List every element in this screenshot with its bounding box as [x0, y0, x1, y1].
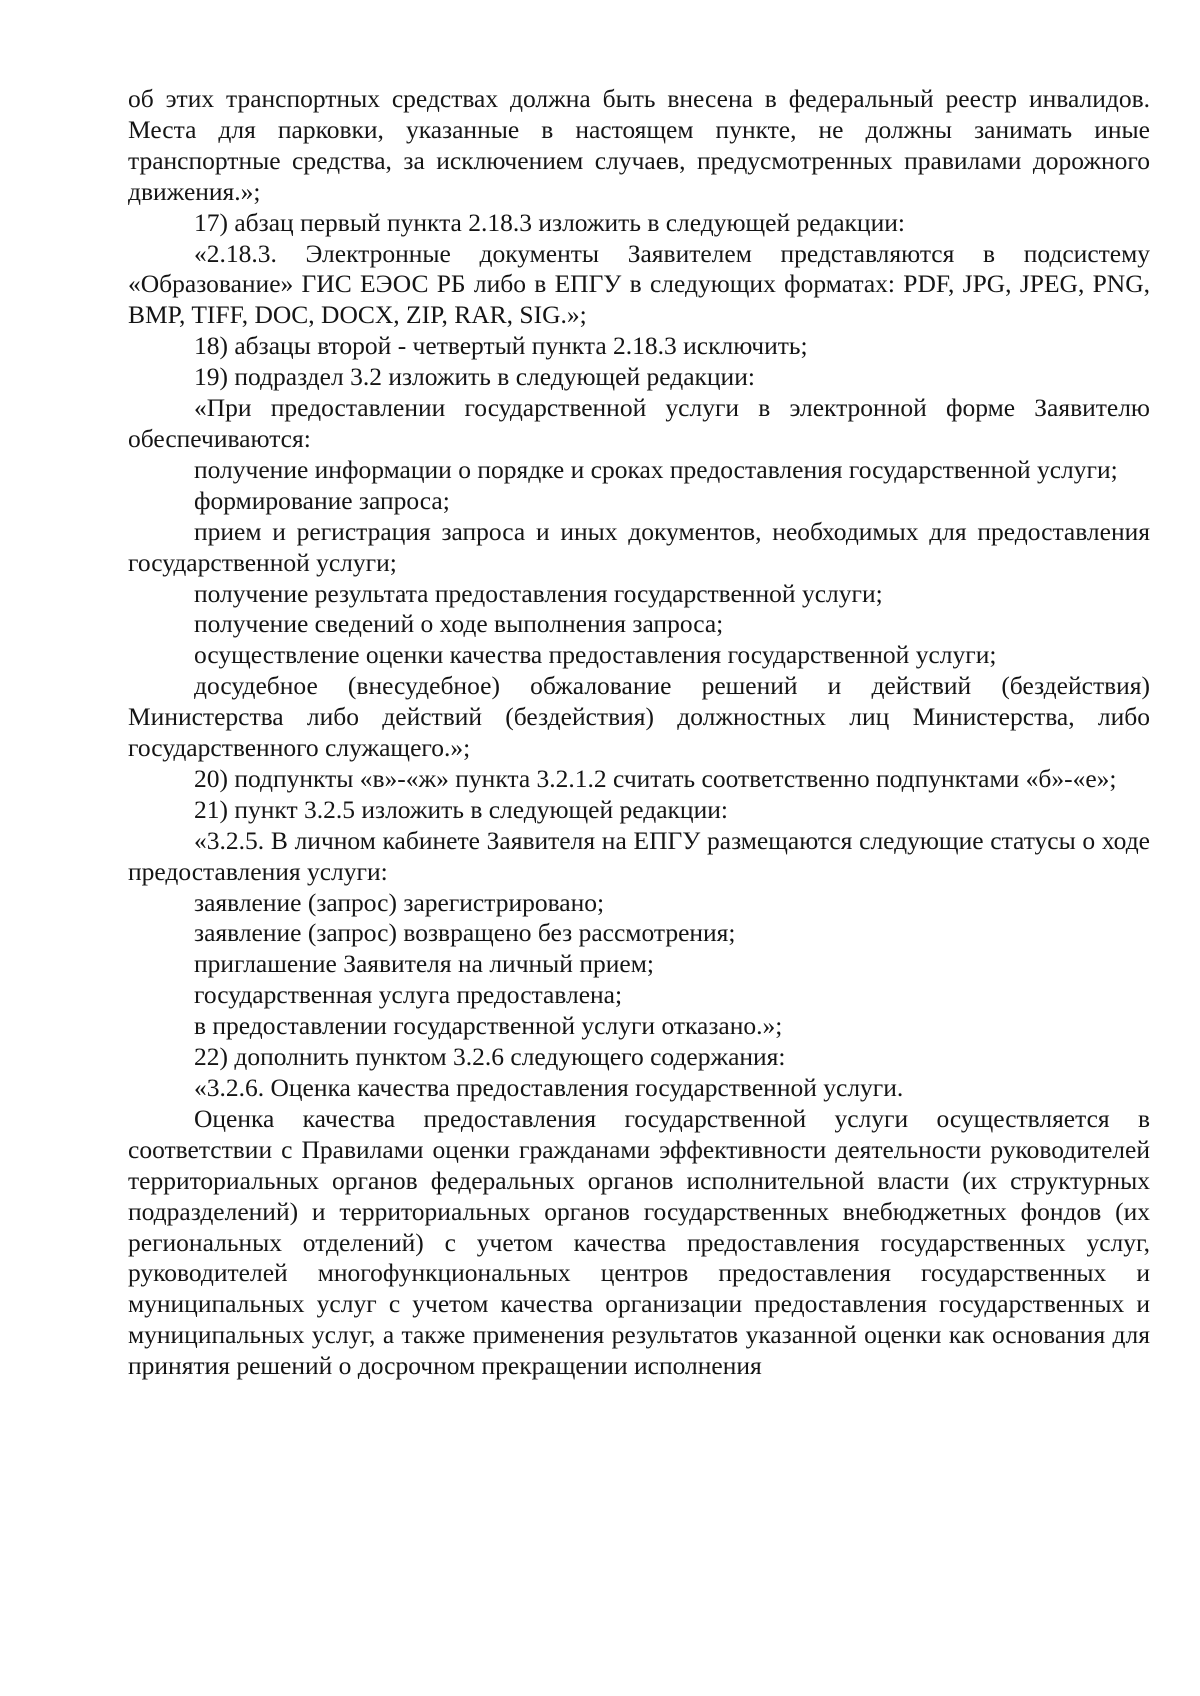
status-item: заявление (запрос) зарегистрировано; — [194, 887, 605, 917]
paragraph-continuation: об этих транспортных средствах должна быть внесена в федеральный реестр инвалидов. Места для парковки, указанные в настоящем пункте, не должны занимать иные транспортные средства, за исключением случаев, предусмотренных правилами дорожного движения.»; — [128, 84, 1150, 206]
item-22-heading: «3.2.6. Оценка качества предоставления государственной услуги. — [194, 1073, 904, 1102]
item-17: 17) абзац первый пункта 2.18.3 изложить в следующей редакции: — [194, 207, 905, 237]
list-item: досудебное (внесудебное) обжалование решений и действий (бездействия) Министерства либо действий (бездействия) должностных лиц Министерства, либо государственного служащего.»; — [128, 671, 1150, 763]
item-18: 18) абзацы второй - четвертый пункта 2.18.3 исключить; — [194, 331, 808, 361]
list-item: получение информации о порядке и сроках предоставления государственной услуги; — [194, 454, 1118, 484]
list-item: получение результата предоставления государственной услуги; — [194, 578, 883, 608]
list-item: получение сведений о ходе выполнения запроса; — [194, 609, 724, 639]
status-item: заявление (запрос) возвращено без рассмотрения; — [194, 918, 736, 948]
list-item: формирование запроса; — [194, 485, 450, 515]
item-20: 20) подпункты «в»-«ж» пункта 3.2.1.2 считать соответственно подпунктами «б»-«е»; — [194, 763, 1117, 793]
item-17-text: «2.18.3. Электронные документы Заявителем представляются в подсистему «Образование» ГИС ЕЭОС РБ либо в ЕПГУ в следующих форматах: PDF, JPG, JPEG, PNG, BMP, TIFF, DOC, DOCX, ZIP, RAR, SIG.»; — [128, 238, 1150, 330]
list-item: осуществление оценки качества предоставления государственной услуги; — [194, 640, 997, 670]
status-item: в предоставлении государственной услуги отказано.»; — [194, 1011, 783, 1041]
item-21: 21) пункт 3.2.5 изложить в следующей редакции: — [194, 794, 728, 824]
item-21-text: «3.2.5. В личном кабинете Заявителя на ЕПГУ размещаются следующие статусы о ходе предоставления услуги: — [128, 825, 1150, 886]
item-22-body: Оценка качества предоставления государственной услуги осуществляется в соответствии с Правилами оценки гражданами эффективности деятельности руководителей территориальных органов федеральных органов исполнительной власти (их структурных подразделений) и территориальных органов государственных внебюджетных фондов (их региональных отделений) с учетом качества предоставления государственных услуг, руководителей многофункциональных центров предоставления государственных и муниципальных услуг с учетом качества организации предоставления государственных и муниципальных услуг, а также применения результатов указанной оценки как основания для принятия решений о досрочном прекращении исполнения — [128, 1103, 1150, 1381]
item-19: 19) подраздел 3.2 изложить в следующей редакции: — [194, 362, 755, 392]
item-22: 22) дополнить пунктом 3.2.6 следующего содержания: — [194, 1042, 786, 1072]
document-page — [128, 84, 1150, 1382]
list-item: прием и регистрация запроса и иных документов, необходимых для предоставления государственной услуги; — [128, 516, 1150, 577]
item-19-text: «При предоставлении государственной услуги в электронной форме Заявителю обеспечиваются: — [128, 393, 1150, 453]
status-item: приглашение Заявителя на личный прием; — [194, 949, 654, 979]
status-item: государственная услуга предоставлена; — [194, 980, 623, 1010]
